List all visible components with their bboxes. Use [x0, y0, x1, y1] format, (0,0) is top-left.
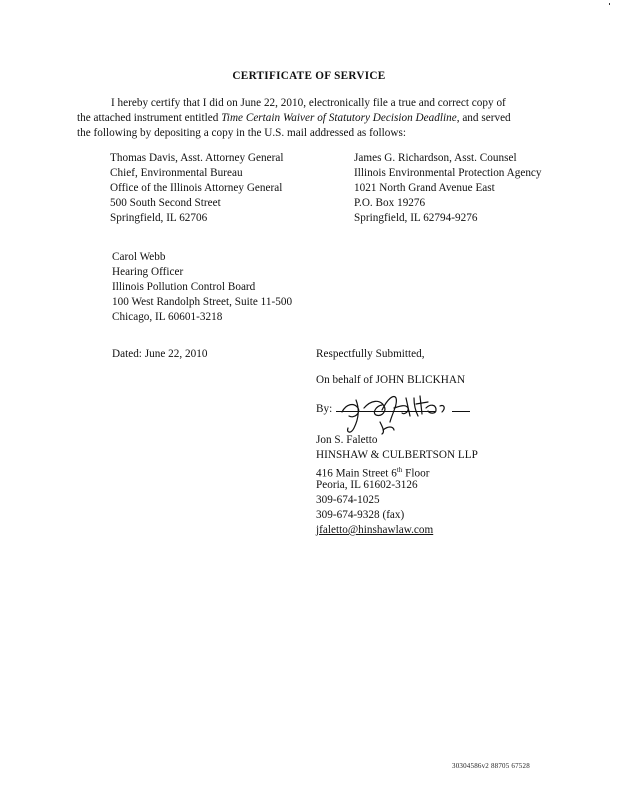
- signer-street-text: 416 Main Street 6: [316, 467, 397, 480]
- dated-line: Dated: June 22, 2010: [112, 348, 208, 360]
- paragraph-line-2: [77, 111, 547, 126]
- recipient-address-1: [110, 151, 283, 226]
- recipient-address-3: [112, 250, 292, 325]
- paragraph-line-2-start: the attached instrument entitled: [77, 112, 222, 124]
- recipient-name: James G. Richardson, Asst. Counsel: [354, 152, 517, 164]
- on-behalf-line: On behalf of JOHN BLICKHAN: [316, 374, 466, 386]
- paragraph-line-1: I hereby certify that I did on June 22, 2010, electronically file a true and correct copy of: [111, 97, 506, 109]
- recipient-line: 100 West Randolph Street, Suite 11-500: [112, 296, 293, 308]
- signer-name: Jon S. Faletto: [316, 434, 378, 446]
- instrument-title: Time Certain Waiver of Statutory Decision Deadline: [221, 112, 457, 124]
- recipient-line: Springfield, IL 62706: [110, 212, 208, 224]
- ordinal-suffix: th: [396, 466, 403, 474]
- recipient-address-2: [354, 151, 542, 226]
- paragraph-line-2-end: , and served: [456, 112, 511, 124]
- recipient-line: Hearing Officer: [112, 266, 184, 278]
- recipient-line: Illinois Environmental Protection Agency: [354, 167, 542, 179]
- recipient-line: Springfield, IL 62794-9276: [354, 212, 478, 224]
- signer-floor-text: Floor: [402, 467, 430, 480]
- document-footer-code: 30304586v2 88705 67528: [452, 762, 530, 770]
- recipient-name: Thomas Davis, Asst. Attorney General: [110, 152, 284, 164]
- closing-line: Respectfully Submitted,: [316, 348, 425, 360]
- signer-firm: HINSHAW & CULBERTSON LLP: [316, 449, 478, 461]
- recipient-line: 1021 North Grand Avenue East: [354, 182, 495, 194]
- recipient-line: Chief, Environmental Bureau: [110, 167, 243, 179]
- recipient-line: 500 South Second Street: [110, 197, 221, 209]
- by-label: By:: [316, 403, 333, 415]
- document-title: CERTIFICATE OF SERVICE: [232, 70, 386, 82]
- recipient-line: Chicago, IL 60601-3218: [112, 311, 223, 323]
- recipient-name: Carol Webb: [112, 251, 166, 263]
- recipient-line: Office of the Illinois Attorney General: [110, 182, 283, 194]
- recipient-line: Illinois Pollution Control Board: [112, 281, 256, 293]
- signer-fax: 309-674-9328 (fax): [316, 509, 405, 521]
- recipient-line: P.O. Box 19276: [354, 197, 426, 209]
- scan-mark: [609, 3, 610, 5]
- signature-icon: [336, 386, 466, 436]
- certification-paragraph: [77, 96, 547, 141]
- signer-city: Peoria, IL 61602-3126: [316, 479, 418, 491]
- signer-phone: 309-674-1025: [316, 494, 380, 506]
- paragraph-line-3: the following by depositing a copy in the U.S. mail addressed as follows:: [77, 127, 406, 139]
- signer-email-link[interactable]: jfaletto@hinshawlaw.com: [316, 524, 434, 536]
